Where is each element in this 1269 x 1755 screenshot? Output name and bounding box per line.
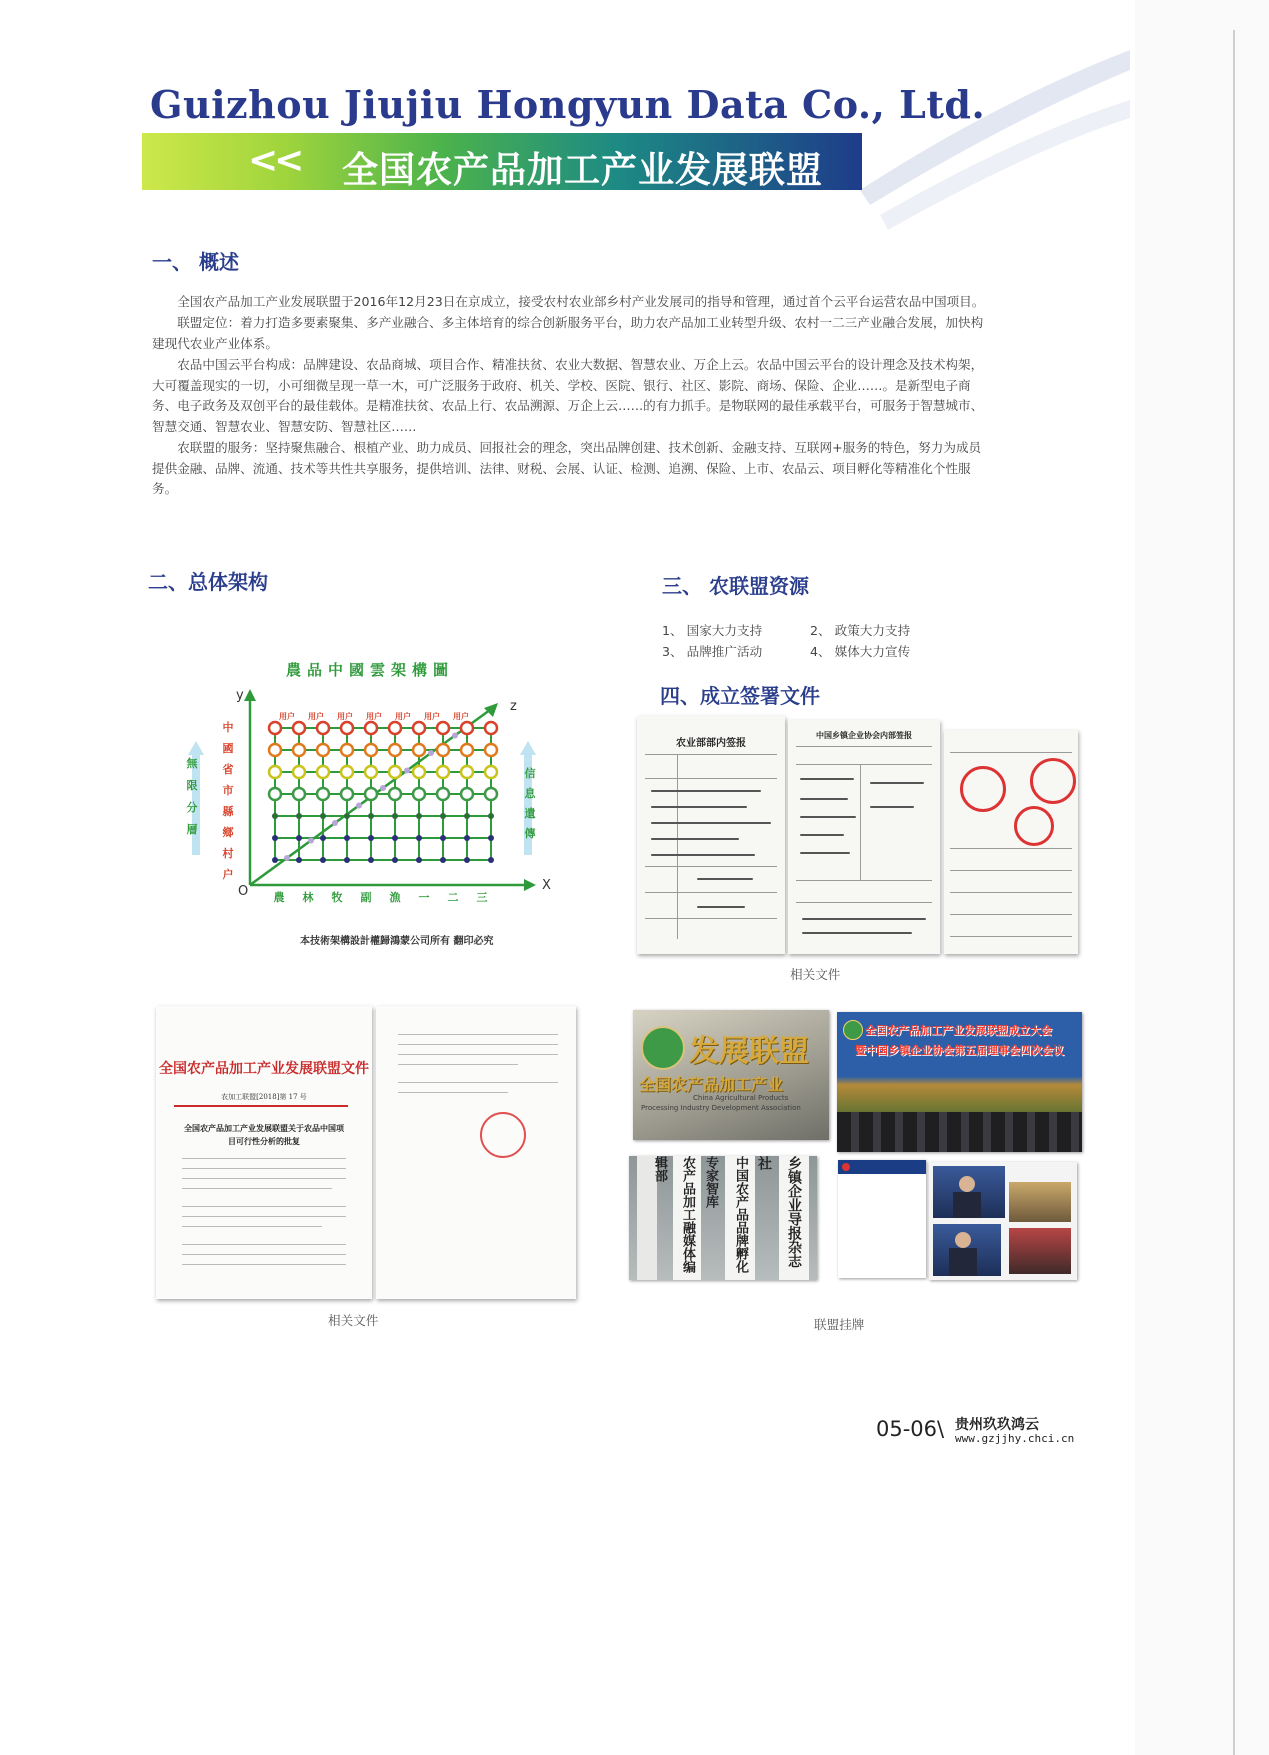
grid-node <box>416 813 422 819</box>
grid-node <box>368 835 374 841</box>
diagonal-dot <box>356 802 362 808</box>
grid-node <box>389 744 401 756</box>
grid-node <box>485 722 497 734</box>
news-webpage-screenshot <box>838 1160 926 1278</box>
level-label: 村 <box>222 847 234 860</box>
plaque-main-text: 发展联盟 <box>689 1034 809 1069</box>
alliance-document-title: 全国农产品加工产业发展联盟文件 <box>159 1061 369 1077</box>
grid-node <box>392 813 398 819</box>
signing-caption: 相关文件 <box>790 967 841 982</box>
grid-node <box>344 813 350 819</box>
grid-node <box>365 722 377 734</box>
resource-item: 3、 品牌推广活动 <box>662 644 763 659</box>
bottom-label: 二 <box>447 891 459 904</box>
grid-node <box>341 766 353 778</box>
grid-node <box>413 744 425 756</box>
y-axis-arrow-icon <box>244 689 256 701</box>
overview-heading: 一、 概述 <box>152 250 239 274</box>
grid-node <box>317 722 329 734</box>
footer-website: www.gzjjhy.chci.cn <box>955 1432 1075 1445</box>
signed-document-image <box>637 716 785 954</box>
grid-node <box>389 722 401 734</box>
grid-node <box>488 857 494 863</box>
grid-node <box>296 835 302 841</box>
plaque-text: 中国农产品品牌孵化专家智库 <box>725 1156 755 1280</box>
architecture-heading: 二、总体架构 <box>148 570 268 594</box>
level-label: 省 <box>222 763 234 776</box>
resource-item: 1、 国家大力支持 <box>662 623 763 638</box>
red-seal-stamp <box>1030 758 1076 804</box>
axis-letter: X <box>542 878 551 893</box>
grid-node <box>416 835 422 841</box>
axis-letter: z <box>510 699 517 714</box>
grid-node <box>365 744 377 756</box>
grid-node <box>413 766 425 778</box>
grid-node <box>317 766 329 778</box>
page-edge <box>1135 0 1269 1755</box>
grid-node <box>269 766 281 778</box>
diagonal-dot <box>428 750 434 756</box>
grid-node <box>365 766 377 778</box>
signed-document-image <box>788 720 940 954</box>
grid-node <box>341 722 353 734</box>
grid-node <box>437 744 449 756</box>
alliance-document-page <box>156 1006 372 1299</box>
plaque-english-line: China Agricultural Products <box>693 1094 789 1102</box>
diagram-grid <box>188 689 536 891</box>
signing-heading: 四、成立签署文件 <box>660 684 820 708</box>
grid-node <box>413 722 425 734</box>
grid-node <box>416 857 422 863</box>
grid-node <box>269 722 281 734</box>
grid-node <box>368 813 374 819</box>
side-label: 傳 <box>524 827 536 840</box>
diagonal-dot <box>284 855 290 861</box>
grid-node <box>392 857 398 863</box>
grid-node <box>485 788 497 800</box>
plaque-text: 乡镇企业导报杂志社 <box>779 1156 809 1280</box>
page-number: 05-06\ <box>876 1417 945 1441</box>
side-label: 分 <box>186 801 198 814</box>
bottom-label: 三 <box>476 891 488 904</box>
alliance-document-caption: 相关文件 <box>328 1313 379 1328</box>
side-label: 信 <box>524 767 536 780</box>
level-label: 中 <box>222 721 234 734</box>
grid-node <box>272 835 278 841</box>
grid-node <box>341 744 353 756</box>
agency-plaques-photo <box>629 1156 817 1280</box>
level-label: 縣 <box>222 805 234 818</box>
overview-paragraph: 农品中国云平台构成：品牌建设、农品商城、项目合作、精准扶贫、农业大数据、智慧农业、万企上云。农品中国云平台的设计理念及技术构架，大可覆盖现实的一切，小可细微呈现一草一木，可广泛服务于政府、机关、学校、医院、银行、社区、影院、商场、保险、企业……。是新型电子商务、电子政务及双创平台的最佳载体。是精准扶贫、农品上行、农品溯源、万企上云……的有力抓手。是物联网的最佳承载平台，可服务于智慧城市、智慧交通、智慧农业、智慧安防、智慧社区…… <box>152 357 984 434</box>
plaque-english-line: Processing Industry Development Association <box>641 1104 801 1112</box>
grid-node <box>269 744 281 756</box>
grid-node <box>389 788 401 800</box>
grid-node <box>365 788 377 800</box>
grid-node <box>437 766 449 778</box>
grid-node <box>320 835 326 841</box>
grid-node <box>272 857 278 863</box>
grid-node <box>392 835 398 841</box>
alliance-plaque-photo <box>633 1010 829 1140</box>
grid-node <box>464 813 470 819</box>
grid-node <box>440 835 446 841</box>
bottom-label: 漁 <box>389 891 401 904</box>
grid-node <box>389 766 401 778</box>
bottom-label: 林 <box>302 891 314 904</box>
signed-document-image <box>944 730 1078 954</box>
grid-node <box>488 835 494 841</box>
alliance-document-subject: 全国农产品加工产业发展联盟关于农品中国项目可行性分析的批复 <box>184 1123 344 1146</box>
user-label: 用户 <box>279 712 295 721</box>
x-axis-arrow-icon <box>524 879 536 891</box>
grid-node <box>293 766 305 778</box>
grid-node <box>461 722 473 734</box>
red-seal-stamp <box>960 766 1006 812</box>
z-axis-arrow-icon <box>484 703 498 717</box>
alliance-logo-icon <box>641 1026 685 1070</box>
chevron-left-icon: << <box>248 140 301 181</box>
grid-node <box>485 744 497 756</box>
user-label: 用户 <box>453 712 469 721</box>
grid-node <box>317 788 329 800</box>
conference-banner-line: 暨中国乡镇企业协会第五届理事会四次会议 <box>855 1044 1064 1057</box>
level-label: 國 <box>222 742 234 755</box>
axis-letter: y <box>236 688 244 703</box>
header-swoosh-decoration <box>840 40 1135 270</box>
grid-node <box>440 857 446 863</box>
grid-node <box>317 744 329 756</box>
user-label: 用户 <box>308 712 324 721</box>
grid-node <box>440 813 446 819</box>
binding-line <box>1233 30 1235 1755</box>
diagonal-dot <box>404 767 410 773</box>
footer-company-name: 贵州玖玖鸿云 <box>955 1417 1039 1433</box>
user-label: 用户 <box>395 712 411 721</box>
resource-item: 2、 政策大力支持 <box>810 623 911 638</box>
side-label: 無 <box>186 757 198 770</box>
grid-node <box>272 813 278 819</box>
grid-node <box>485 766 497 778</box>
side-label: 層 <box>186 823 198 836</box>
user-label: 用户 <box>366 712 382 721</box>
diagonal-dot <box>452 732 458 738</box>
level-label: 鄉 <box>222 826 234 839</box>
grid-node <box>488 813 494 819</box>
overview-paragraph: 联盟定位：着力打造多要素聚集、多产业融合、多主体培育的综合创新服务平台，助力农产品加工业转型升级、农村一二三产业融合发展，加快构建现代农业产业体系。 <box>152 315 984 351</box>
grid-node <box>320 813 326 819</box>
plaque-text: 农产品加工融媒体编辑部 <box>673 1156 701 1280</box>
grid-node <box>413 788 425 800</box>
plaques-caption: 联盟挂牌 <box>814 1317 865 1332</box>
grid-node <box>296 813 302 819</box>
user-label: 用户 <box>337 712 353 721</box>
diagonal-dot <box>308 838 314 844</box>
side-label: 限 <box>186 779 198 792</box>
grid-node <box>461 744 473 756</box>
grid-node <box>293 788 305 800</box>
resources-heading: 三、 农联盟资源 <box>662 574 809 598</box>
diagonal-dot <box>332 820 338 826</box>
conference-banner-line: 全国农产品加工产业发展联盟成立大会 <box>865 1024 1052 1037</box>
grid-node <box>293 744 305 756</box>
side-label: 遺 <box>524 807 536 820</box>
axis-letter: O <box>238 884 249 899</box>
grid-node <box>464 835 470 841</box>
grid-node <box>461 788 473 800</box>
level-label: 户 <box>222 868 234 881</box>
bottom-label: 一 <box>418 891 430 904</box>
diagram-copyright: 本技術架構設計權歸鴻蒙公司所有 翻印必究 <box>300 936 494 947</box>
grid-node <box>293 722 305 734</box>
grid-node <box>461 766 473 778</box>
grid-node <box>464 857 470 863</box>
bottom-label: 農 <box>273 891 285 904</box>
grid-node <box>368 857 374 863</box>
grid-node <box>437 722 449 734</box>
diagram-nodes <box>269 722 497 863</box>
cloud-architecture-diagram <box>180 655 560 955</box>
overview-paragraph: 全国农产品加工产业发展联盟于2016年12月23日在京成立，接受农村农业部乡村产业发展司的指导和管理，通过首个云平台运营农品中国项目。 <box>177 294 985 309</box>
plaque-sub-text: 全国农产品加工产业 <box>639 1075 784 1094</box>
grid-node <box>344 857 350 863</box>
alliance-document-page <box>376 1006 576 1299</box>
resource-item: 4、 媒体大力宣传 <box>810 644 911 659</box>
alliance-document-number: 农加工联盟[2018]第 17 号 <box>221 1093 307 1101</box>
news-report-photo <box>929 1162 1077 1280</box>
document-title: 农业部部内签报 <box>676 738 746 749</box>
founding-conference-photo <box>837 1012 1082 1152</box>
page-title: 全国农产品加工产业发展联盟 <box>342 150 824 191</box>
grid-node <box>269 788 281 800</box>
user-label: 用户 <box>424 712 440 721</box>
grid-node <box>437 788 449 800</box>
level-label: 市 <box>222 784 234 797</box>
red-seal-stamp <box>480 1112 526 1158</box>
bottom-label: 副 <box>360 891 372 904</box>
grid-node <box>296 857 302 863</box>
alliance-logo-icon <box>843 1020 863 1040</box>
document-title: 中国乡镇企业协会内部签报 <box>816 730 912 740</box>
grid-node <box>320 857 326 863</box>
diagonal-dot <box>380 785 386 791</box>
overview-paragraph: 农联盟的服务：坚持聚焦融合、根植产业、助力成员、回报社会的理念，突出品牌创建、技术创新、金融支持、互联网+服务的特色，努力为成员提供金融、品牌、流通、技术等共性共享服务，提供培训、法律、财税、会展、认证、检测、追溯、保险、上市、农品云、项目孵化等精准化个性服务。 <box>152 440 982 497</box>
red-seal-stamp <box>1014 806 1054 846</box>
grid-node <box>344 835 350 841</box>
bottom-label: 牧 <box>331 891 343 904</box>
company-name: Guizhou Jiujiu Hongyun Data Co., Ltd. <box>150 82 986 127</box>
diagram-title: 農品中國雲架構圖 <box>285 661 455 679</box>
grid-node <box>341 788 353 800</box>
side-label: 息 <box>524 787 536 800</box>
